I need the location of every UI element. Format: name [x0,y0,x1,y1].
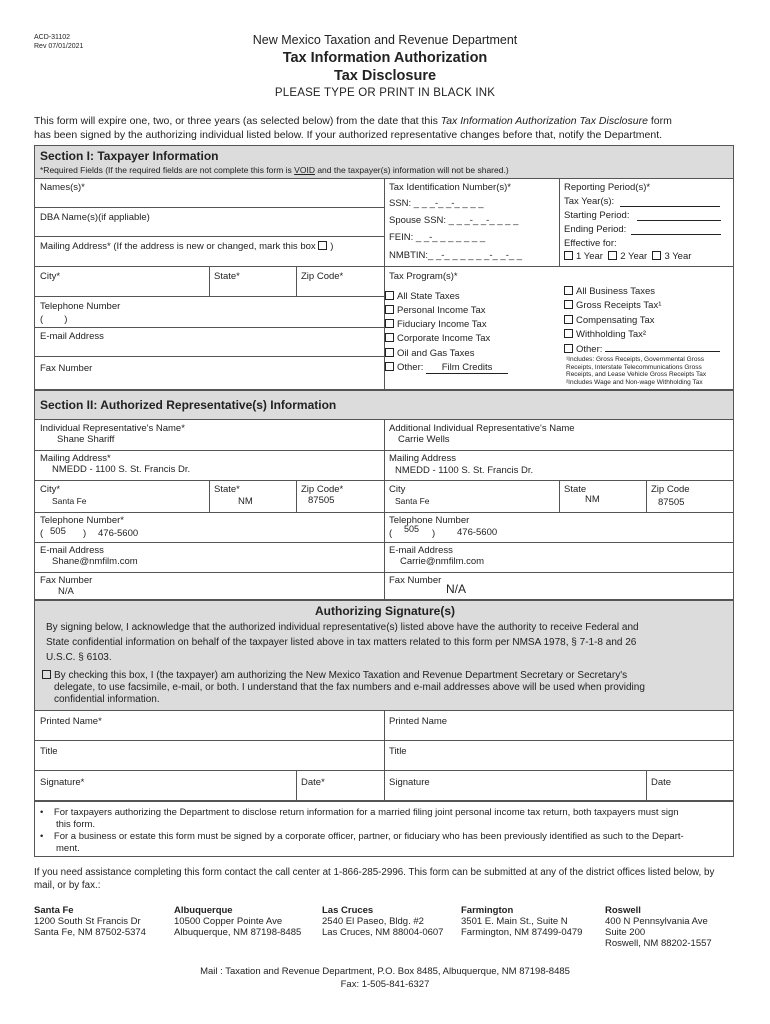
effective-options: 1 Year 2 Year 3 Year [564,251,691,262]
rep1-email-value[interactable]: Shane@nmfilm.com [52,556,138,567]
dba-label: DBA Name(s)(if appliable) [40,212,150,223]
other-right-field[interactable] [605,342,720,352]
rep2-city-value[interactable]: Santa Fe [395,496,430,506]
state-label: State* [214,271,240,282]
program-oil-gas[interactable]: Oil and Gas Taxes [385,348,474,359]
office-albuquerque: Albuquerque 10500 Copper Pointe Ave Albuquerque, NM 87198-8485 [174,905,302,938]
one-year-checkbox[interactable] [564,251,573,260]
title2-field[interactable] [385,741,733,769]
program-all-state[interactable]: All State Taxes [385,291,460,302]
program-gross-receipts[interactable]: Gross Receipts Tax¹ [564,300,661,311]
signature-label: Signature* [40,777,85,788]
telephone-label: Telephone Number [40,301,121,312]
program-all-business[interactable]: All Business Taxes [564,286,655,297]
rep1-area-code[interactable]: 505 [50,526,66,537]
reporting-period-label: Reporting Period(s)* [564,182,651,193]
rep2-phone-open: ( [389,528,393,539]
program-other-right[interactable]: Other: [564,342,720,355]
rep2-name-label: Additional Individual Representative's Name [389,423,575,434]
form-title: Tax Information Authorization [282,50,488,66]
zip-label: Zip Code* [301,271,344,282]
rep2-state-label: State [564,484,587,495]
program-compensating[interactable]: Compensating Tax [564,315,655,326]
city-label: City* [40,271,61,282]
rep2-email-label: E-mail Address [389,545,453,556]
ink-instruction: PLEASE TYPE OR PRINT IN BLACK INK [274,87,496,99]
rep1-phone-value[interactable]: 476-5600 [98,528,139,539]
rep1-fax-value[interactable]: N/A [58,586,74,597]
rep1-phone-close: ) [83,528,87,539]
checkbox[interactable] [385,362,394,371]
tax-programs-label: Tax Program(s)* [389,271,458,282]
names-label: Names(s)* [40,182,85,193]
address-changed-checkbox[interactable] [318,241,327,250]
spouse-ssn-field[interactable]: Spouse SSN: _ _ _-_ _-_ _ _ _ [389,215,519,226]
form-number: ACD-31102 [34,34,71,41]
checkbox[interactable] [564,286,573,295]
names-field[interactable] [35,180,383,206]
date-label: Date* [301,777,325,788]
assistance-text: If you need assistance completing this form contact the call center at 1-866-285-2996. This form can be submitted at any of the district offices listed below, by mail, or by fax.: [34,867,715,891]
rep2-phone-label: Telephone Number [389,515,470,526]
rep1-mailing-value[interactable]: NMEDD - 1100 S. St. Francis Dr. [52,464,191,475]
fein-field[interactable]: FEIN: _ _-_ _ _ _ _ _ _ [389,232,486,243]
bullet-business-estate: • For a business or estate this form must be signed by a corporate officer, partner, or fiduciary who has been previously identified as such to the Depart- ment. [40,831,684,854]
program-withholding[interactable]: Withholding Tax² [564,329,646,340]
rep1-name-value[interactable]: Shane Shariff [57,434,115,445]
rep2-state-value[interactable]: NM [585,494,600,505]
nmbtin-field[interactable]: NMBTIN:_ _-_ _ _ _ _ _-_ _-_ _ [389,250,523,261]
dba-field[interactable] [35,209,383,235]
ending-period-field[interactable] [631,223,721,235]
office-roswell: Roswell 400 N Pennsylvania Ave Suite 200 Roswell, NM 88202-1557 [605,905,712,949]
title-label: Title [40,746,58,757]
date2-label: Date [651,777,672,788]
bullet-joint-return: • For taxpayers authorizing the Department to disclose return information for a married filing joint personal income tax return, both taxpayers must sign this form. [40,807,679,830]
starting-period-label: Starting Period: [564,210,630,221]
printed-name2-label: Printed Name [389,716,448,727]
program-footnotes: ¹Includes: Gross Receipts, Governmental Gross Receipts, Interstate Telecommunications Gross Receipts, and Lease Vehicle Gross Receipts Tax ²Includes Wage and Non-wage Withholding Tax [566,356,707,386]
program-corporate-income[interactable]: Corporate Income Tax [385,333,490,344]
rep1-zip-label: Zip Code* [301,484,344,495]
checkbox[interactable] [385,305,394,314]
rep1-phone-open: ( [40,528,44,539]
rep1-city-value[interactable]: Santa Fe [52,496,87,506]
tax-years-field[interactable] [620,195,720,207]
rep1-zip-value[interactable]: 87505 [308,495,335,506]
rep2-mailing-value[interactable]: NMEDD - 1100 S. St. Francis Dr. [395,465,534,476]
rep2-area-code[interactable]: 505 [404,524,420,534]
consent-text: By checking this box, I (the taxpayer) am authorizing the New Mexico Taxation and Revenue Department Secretary or Secretary's delegate, to use facsimile, e-mail, or both. I understand that the fax numbers and e-mail addresses above will be used when providing confidential information. [42,670,645,706]
rep1-city-label: City* [40,484,61,495]
office-las-cruces: Las Cruces 2540 El Paseo, Bldg. #2 Las Cruces, NM 88004-0607 [322,905,444,938]
ending-period-label: Ending Period: [564,224,627,235]
rep2-email-value[interactable]: Carrie@nmfilm.com [400,556,485,567]
three-year-checkbox[interactable] [652,251,661,260]
checkbox[interactable] [385,333,394,342]
section2-title: Section II: Authorized Representative(s) Information [40,398,337,412]
revision-date: Rev 07/01/2021 [34,43,84,50]
tax-years-label: Tax Year(s): [564,196,615,207]
required-fields-note: *Required Fields (If the required fields are not complete this form is VOID and the taxpayer(s) information will not be shared.) [40,165,509,175]
rep2-phone-value[interactable]: 476-5600 [457,527,498,538]
rep1-state-label: State* [214,484,240,495]
checkbox[interactable] [564,344,573,353]
rep2-mailing-label: Mailing Address [389,453,457,464]
rep2-city-label: City [389,484,406,495]
printed-name-field[interactable] [35,711,383,739]
title2-label: Title [389,746,407,757]
other-program-value[interactable]: Film Credits [426,362,508,374]
checkbox[interactable] [385,348,394,357]
intro-text: This form will expire one, two, or three years (as selected below) from the date that this Tax Information Authorization Tax Disclosure form [34,115,672,127]
mail-address: Mail : Taxation and Revenue Department, P.O. Box 8485, Albuquerque, NM 87198-8485 [200,966,570,977]
mailing-address-label: Mailing Address* (If the address is new or changed, mark this box ) [40,241,334,252]
program-fiduciary-income[interactable]: Fiduciary Income Tax [385,319,487,330]
rep2-name-value[interactable]: Carrie Wells [398,434,450,445]
rep2-phone-close: ) [432,528,436,539]
agency-name: New Mexico Taxation and Revenue Department [252,33,518,47]
rep2-zip-label: Zip Code [651,484,690,495]
email-label: E-mail Address [40,331,104,342]
rep2-zip-value[interactable]: 87505 [658,497,685,508]
two-year-checkbox[interactable] [608,251,617,260]
rep2-fax-value[interactable]: N/A [446,582,467,596]
starting-period-field[interactable] [637,209,721,221]
effective-for-label: Effective for: [564,238,617,249]
ssn-field[interactable]: SSN: _ _ _-_ _-_ _ _ _ [389,198,484,209]
checkbox[interactable] [564,329,573,338]
fax-email-consent-checkbox[interactable] [42,670,51,679]
printed-name-label: Printed Name* [40,716,102,727]
section1-title: Section I: Taxpayer Information [40,149,219,163]
office-santa-fe: Santa Fe 1200 South St Francis Dr Santa Fe, NM 87502-5374 [34,905,146,938]
rep1-fax-label: Fax Number [40,575,93,586]
checkbox[interactable] [385,291,394,300]
program-other-left[interactable]: Other: Film Credits [385,362,508,374]
title-field[interactable] [35,741,383,769]
checkbox[interactable] [564,315,573,324]
office-farmington: Farmington 3501 E. Main St., Suite N Farmington, NM 87499-0479 [461,905,583,938]
acknowledgement-text: By signing below, I acknowledge that the authorized individual representative(s) listed above have the authority to receive Federal and State confidential information on behalf of the taxpayer listed above in tax matters related to this form per NMSA 1978, § 7-1-8 and 26 U.S.C. § 6103. [46,622,639,663]
checkbox[interactable] [385,319,394,328]
rep1-email-label: E-mail Address [40,545,104,556]
telephone-parens: ( ) [40,314,68,325]
checkbox[interactable] [564,300,573,309]
signature2-label: Signature [389,777,430,788]
rep2-fax-label: Fax Number [389,575,442,586]
rep1-phone-label: Telephone Number* [40,515,124,526]
rep1-state-value[interactable]: NM [238,496,253,507]
program-personal-income[interactable]: Personal Income Tax [385,305,486,316]
fax-label: Fax Number [40,363,93,374]
tin-label: Tax Identification Number(s)* [389,182,511,193]
signature-title: Authorizing Signature(s) [315,604,455,618]
printed-name2-field[interactable] [385,711,733,739]
form-subtitle: Tax Disclosure [333,68,437,84]
fax-number: Fax: 1-505-841-6327 [340,979,430,990]
intro-text-line2: has been signed by the authorizing individual listed below. If your authorized representative changes before that, notify the Department. [34,129,663,141]
rep1-mailing-label: Mailing Address* [40,453,111,464]
rep1-name-label: Individual Representative's Name* [40,423,185,434]
